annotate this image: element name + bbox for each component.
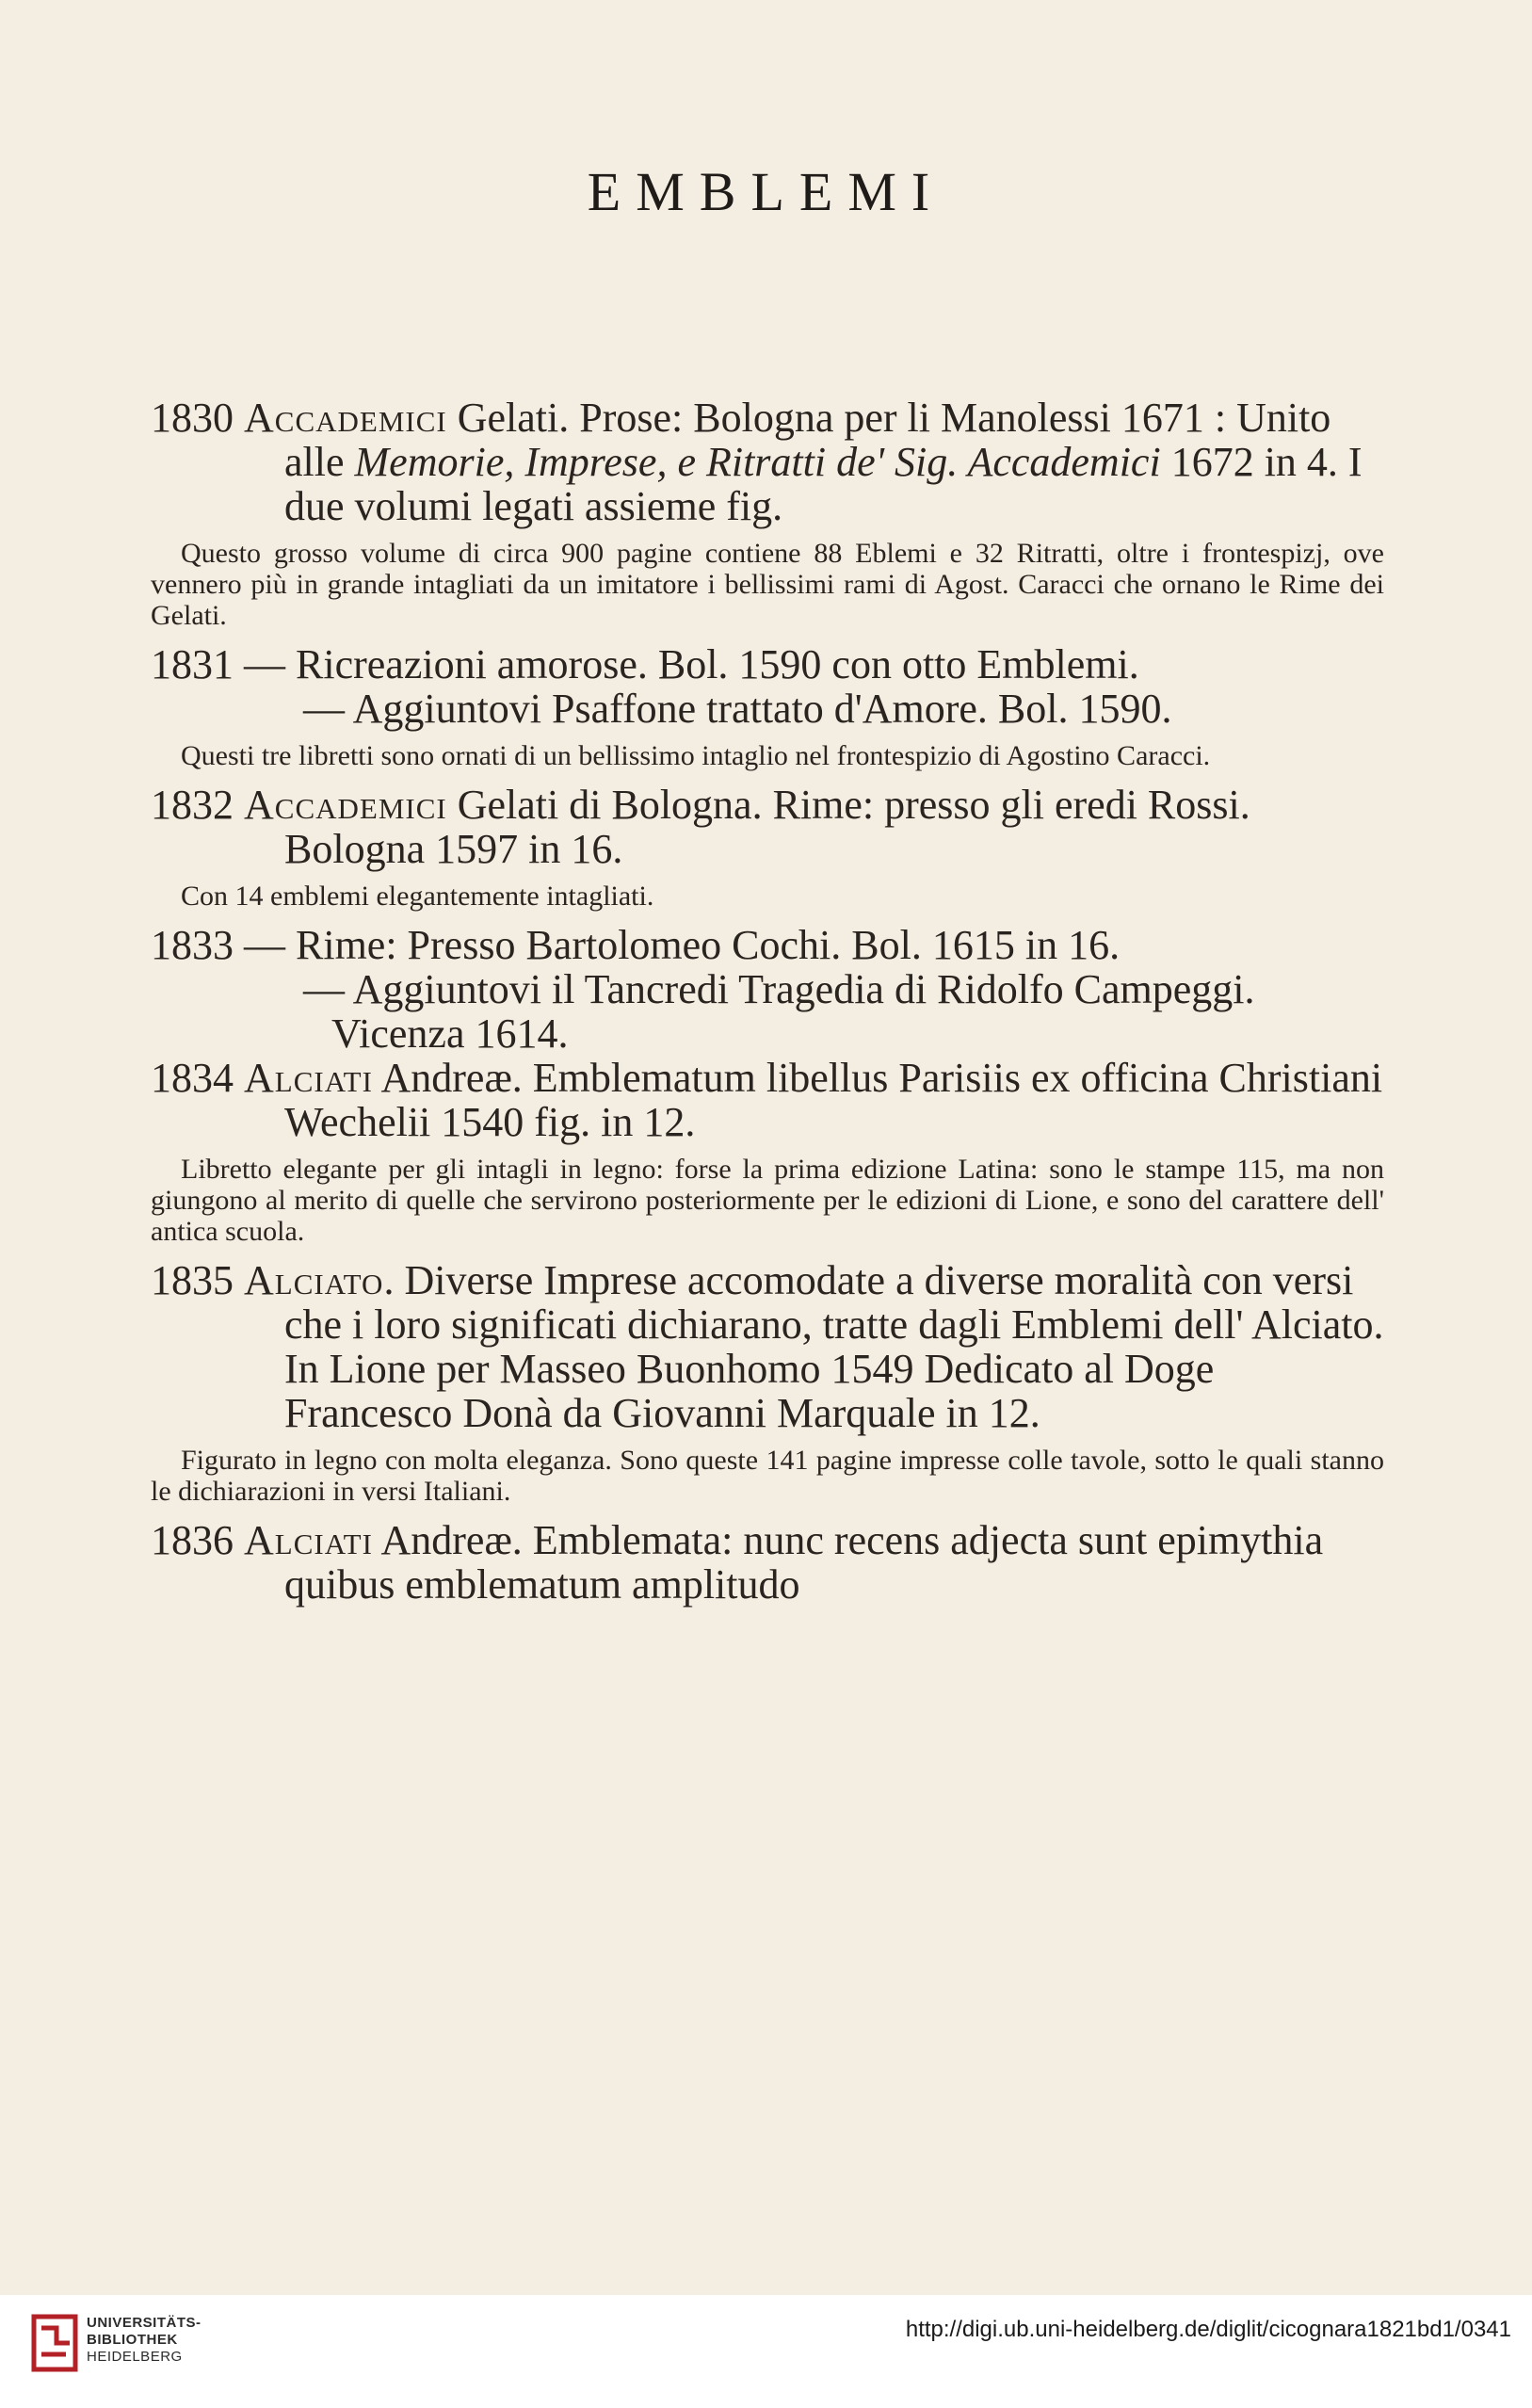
entry-sub: — Aggiuntovi il Tancredi Tragedia di Ridolfo Campeggi. Vicenza 1614. (303, 966, 1255, 1057)
entry-1834 (151, 1056, 1384, 1247)
entry-author: Alciato (244, 1257, 384, 1303)
entry-note: Libretto elegante per gli intagli in legno: forse la prima edizione Latina: sono le stampe 115, ma non giungono al merito di quelle che servirono posteriormente per le edizioni di Lione, e sono del carattere dell' antica scuola. (151, 1154, 1384, 1247)
entry-text: 1672 in 4. I due volumi legati assieme fig. (284, 439, 1363, 529)
entry-number: 1836 (151, 1517, 234, 1563)
library-name (87, 2315, 202, 2366)
entry-1836 (151, 1518, 1384, 1607)
entry-1830 (151, 396, 1384, 631)
entry-number: 1830 (151, 395, 234, 441)
permalink-url[interactable]: http://digi.ub.uni-heidelberg.de/diglit/cicognara1821bd1/0341 (905, 2317, 1511, 2342)
entry-author: Accademici (244, 395, 447, 441)
entry-text: — Rime: Presso Bartolomeo Cochi. Bol. 1615 in 16. (244, 922, 1121, 968)
entry-note: Figurato in legno con molta eleganza. Sono queste 141 pagine impresse colle tavole, sotto le quali stanno le dichiarazioni in versi Italiani. (151, 1445, 1384, 1507)
entry-number: 1832 (151, 782, 234, 828)
catalog-entries (151, 396, 1384, 1607)
library-logo-icon[interactable] (28, 2309, 94, 2375)
entry-text: Andreæ. Emblematum libellus Parisiis ex officina Christiani Wechelii 1540 fig. in 12. (284, 1055, 1383, 1145)
library-name-line: UNIVERSITÄTS- (87, 2315, 202, 2331)
entry-sub: — Aggiuntovi Psaffone trattato d'Amore. Bol. 1590. (303, 686, 1172, 732)
entry-note: Con 14 emblemi elegantemente intagliati. (181, 881, 654, 912)
entry-number: 1834 (151, 1055, 234, 1101)
entry-author: Alciati (244, 1055, 373, 1101)
page-title: EMBLEMI (587, 161, 945, 222)
entry-1831 (151, 642, 1384, 771)
entry-number: 1833 (151, 922, 234, 968)
entry-1832 (151, 783, 1384, 912)
entry-note: Questo grosso volume di circa 900 pagine contiene 88 Eblemi e 32 Ritratti, oltre i frontespizj, ove vennero più in grande intagliati da un imitatore i bellissimi rami di Agost. Caracci che ornano le Rime dei Gelati. (151, 538, 1384, 631)
entry-text: — Ricreazioni amorose. Bol. 1590 con otto Emblemi. (244, 641, 1139, 687)
entry-number: 1831 (151, 641, 234, 687)
library-name-line: HEIDELBERG (87, 2349, 183, 2365)
entry-1833 (151, 923, 1384, 1056)
entry-author: Accademici (244, 782, 447, 828)
entry-text: Andreæ. Emblemata: nunc recens adjecta sunt epimythia quibus emblematum amplitudo (284, 1517, 1324, 1608)
library-name-line: BIBLIOTHEK (87, 2332, 178, 2348)
entry-1835 (151, 1258, 1384, 1507)
viewer-footer (0, 2295, 1532, 2408)
entry-italic-title: Memorie, Imprese, e Ritratti de' Sig. Accademici (354, 439, 1161, 485)
entry-author: Alciati (244, 1517, 373, 1563)
entry-number: 1835 (151, 1257, 234, 1303)
entry-text: . Diverse Imprese accomodate a diverse moralità con versi che i loro significati dichiarano, tratte dagli Emblemi dell' Alciato. In Lione per Masseo Buonhomo 1549 Dedicato al Doge Francesco Donà da Giovanni Marquale in 12. (284, 1257, 1384, 1436)
entry-text: Gelati di Bologna. Rime: presso gli eredi Rossi. Bologna 1597 in 16. (284, 782, 1250, 872)
entry-text: Gelati. Prose: Bologna per li Manolessi 1671 : Unito alle (284, 395, 1331, 485)
entry-note: Questi tre libretti sono ornati di un bellissimo intaglio nel frontespizio di Agostino Caracci. (181, 740, 1211, 771)
